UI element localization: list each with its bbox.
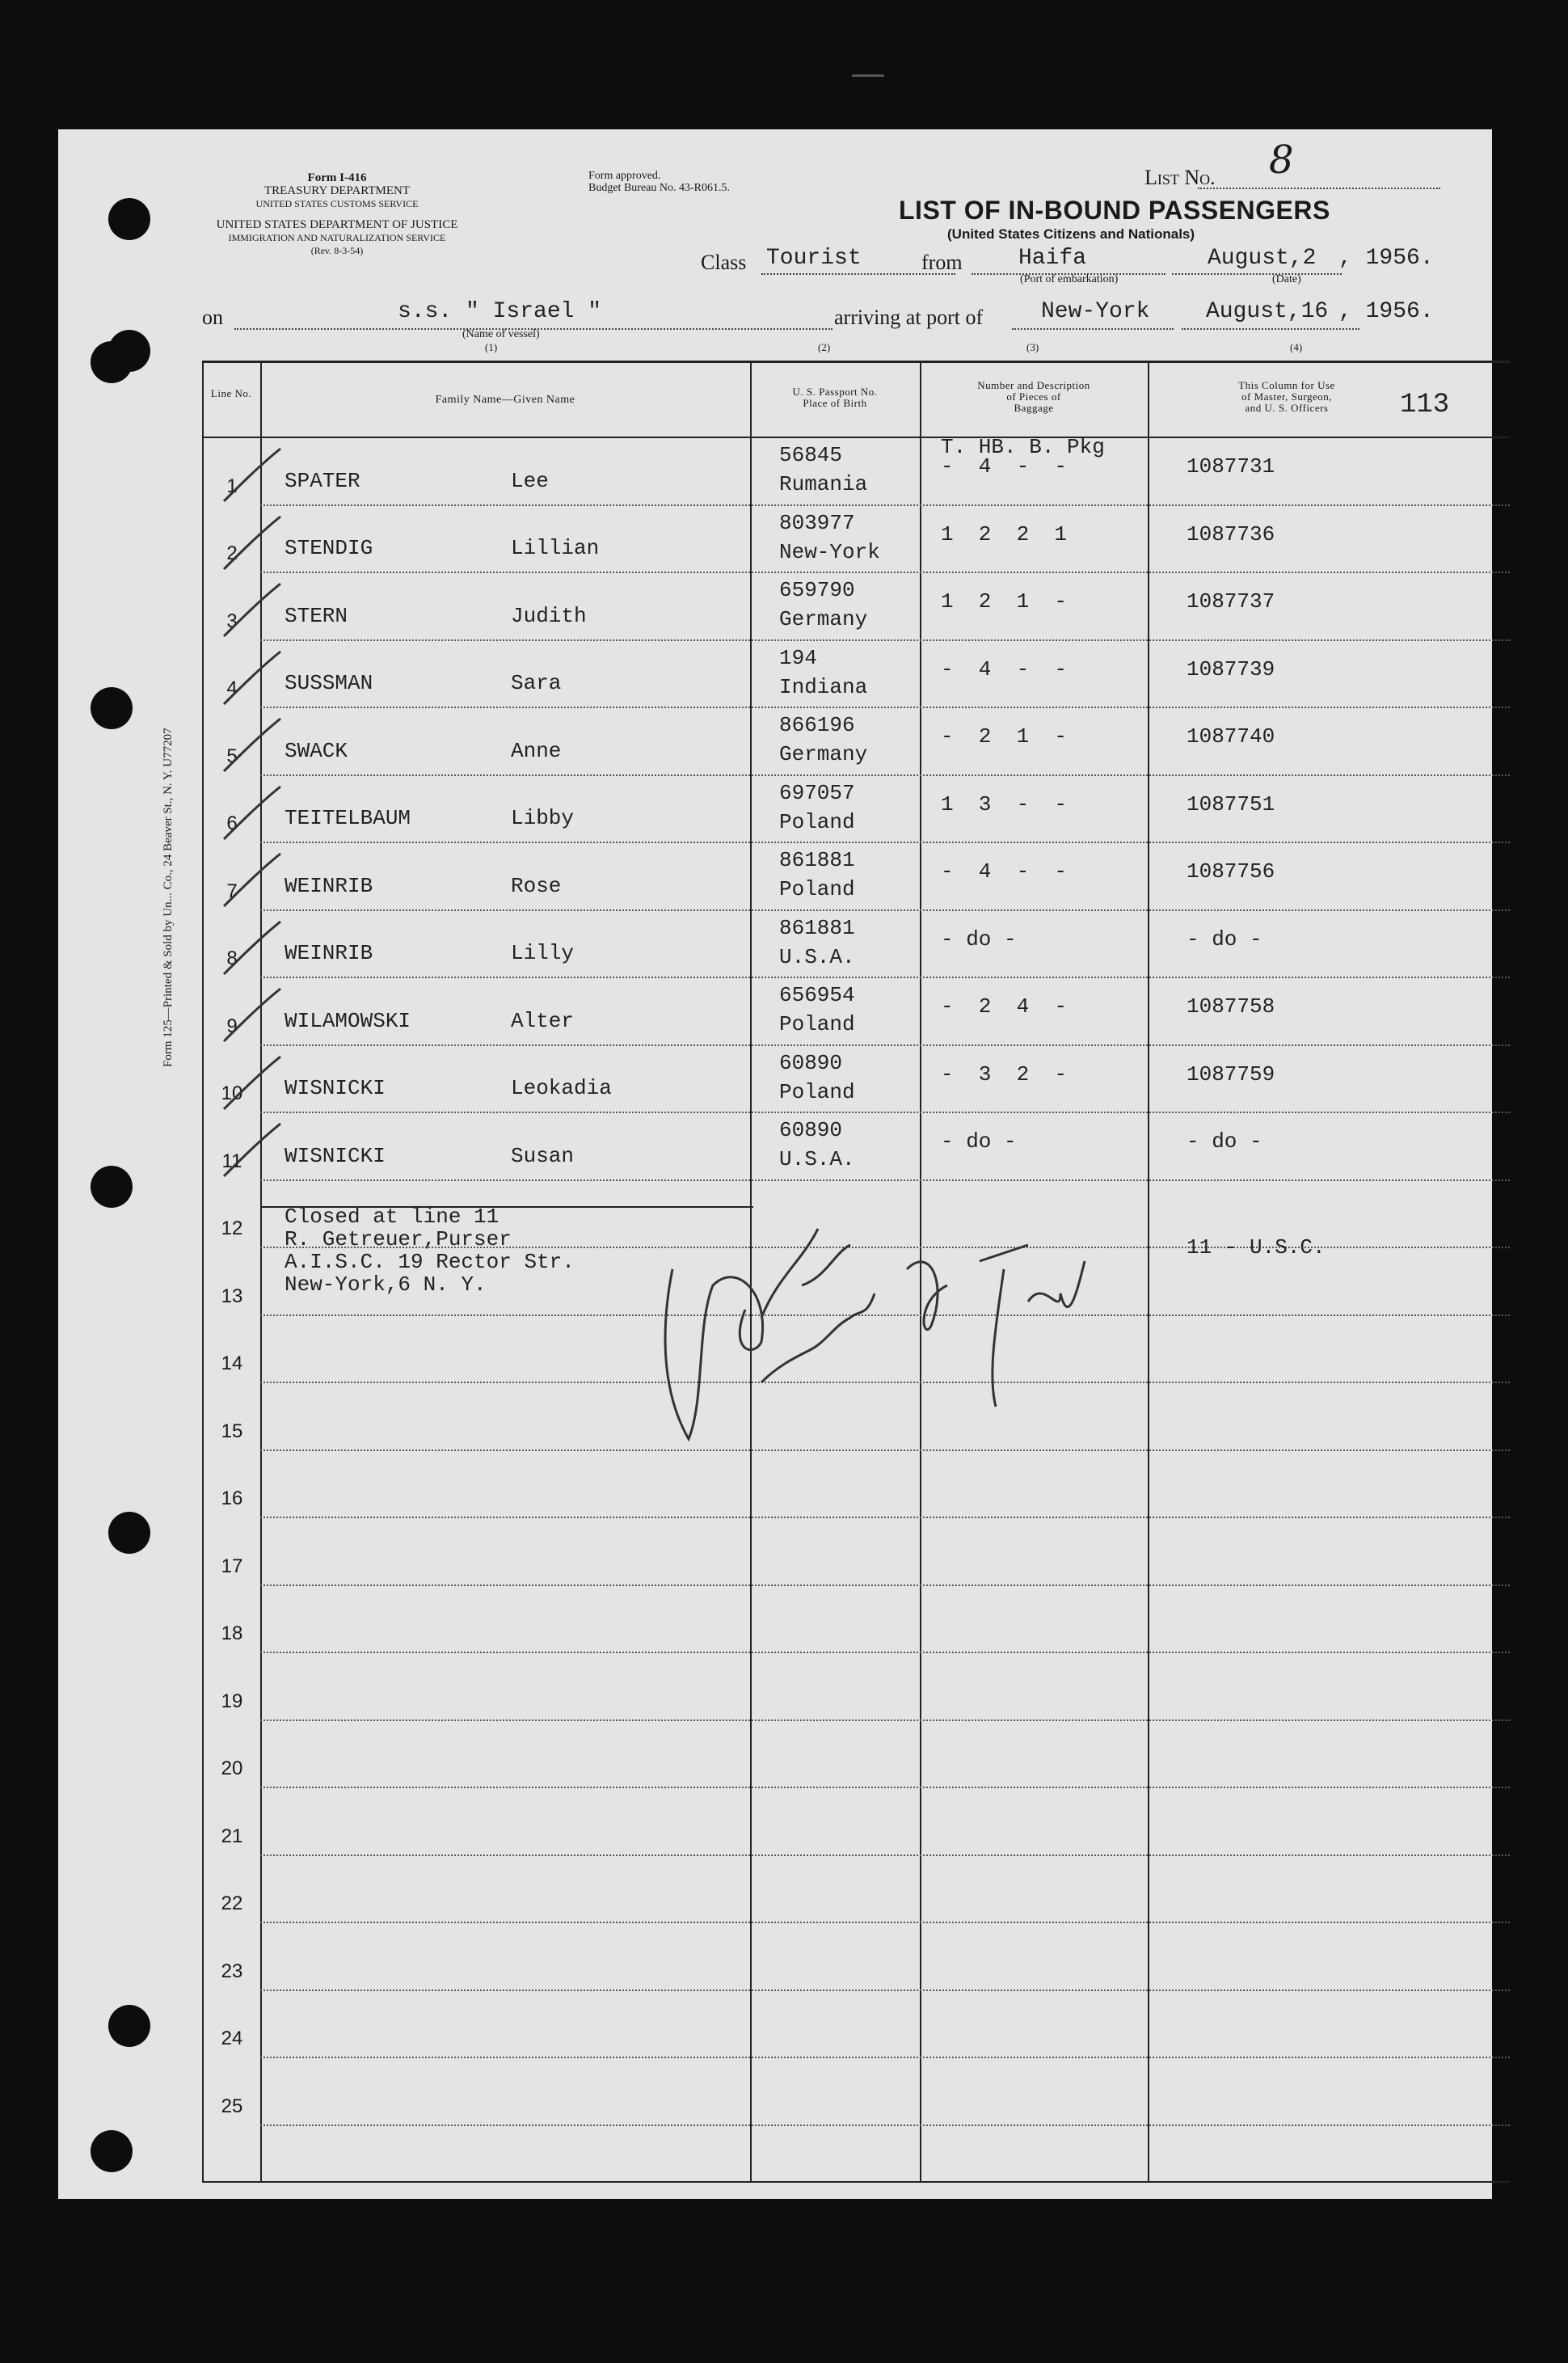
col-passport-no: U. S. Passport No. xyxy=(792,386,878,398)
row-divider xyxy=(260,1990,1510,1991)
place-of-birth: Poland xyxy=(779,1012,855,1036)
port-of-embarkation: Haifa xyxy=(1018,246,1087,271)
punch-hole xyxy=(91,687,133,729)
row-divider xyxy=(260,639,1510,641)
form-revision: (Rev. 8-3-54) xyxy=(310,245,364,256)
place-of-birth: Poland xyxy=(779,1079,855,1104)
given-name: Lilly xyxy=(511,941,575,965)
passenger-list-form xyxy=(58,129,1492,2199)
check-mark xyxy=(216,513,289,585)
table-bottom-border xyxy=(202,2181,1510,2183)
col-baggage-l3: Baggage xyxy=(1014,402,1054,414)
place-of-birth: New-York xyxy=(779,539,880,564)
check-mark xyxy=(216,850,289,922)
given-name: Sara xyxy=(511,671,562,695)
place-of-birth: Poland xyxy=(779,877,855,901)
list-no-line xyxy=(1198,188,1440,189)
family-name: TEITELBAUM xyxy=(285,806,411,830)
given-name: Alter xyxy=(511,1008,575,1033)
family-name: WILAMOWSKI xyxy=(285,1008,411,1033)
given-name: Judith xyxy=(511,603,587,628)
col-baggage-l1: Number and Description xyxy=(977,379,1090,391)
baggage-count: 1 2 2 1 xyxy=(941,521,1068,546)
family-name: WEINRIB xyxy=(285,873,373,898)
family-name: SPATER xyxy=(285,468,360,493)
passport-number: 60890 xyxy=(779,1050,843,1075)
line-number: 12 xyxy=(221,1217,243,1239)
col-baggage xyxy=(920,380,1148,414)
row-divider xyxy=(260,572,1510,573)
officer-number: 1087756 xyxy=(1187,859,1275,884)
from-label: from xyxy=(921,251,963,274)
form-number: Form I-416 xyxy=(307,171,367,184)
line-number: 5 xyxy=(226,745,238,767)
passport-number: 861881 xyxy=(779,915,855,940)
departure-year: , 1956. xyxy=(1338,246,1434,271)
officer-number: 1087751 xyxy=(1187,791,1275,817)
place-of-birth: Germany xyxy=(779,607,868,631)
family-name: WEINRIB xyxy=(285,941,373,965)
family-name: STENDIG xyxy=(285,536,373,560)
baggage-count: - do - xyxy=(941,926,1017,952)
line-number: 10 xyxy=(221,1082,243,1104)
line-number: 13 xyxy=(221,1285,243,1307)
officer-number: 1087731 xyxy=(1187,454,1275,479)
date-line xyxy=(1172,273,1342,275)
port-caption: (Port of embarkation) xyxy=(1020,273,1119,285)
justice-dept: UNITED STATES DEPARTMENT OF JUSTICE xyxy=(216,218,458,231)
form-approval xyxy=(588,170,730,194)
line-number: 19 xyxy=(221,1690,243,1712)
baggage-count: - 3 2 - xyxy=(941,1061,1068,1087)
class-value: Tourist xyxy=(766,246,862,271)
line-number: 18 xyxy=(221,1622,243,1644)
baggage-type-header: T. HB. B. Pkg xyxy=(941,435,1105,459)
col-officers-l2: of Master, Surgeon, xyxy=(1241,390,1332,403)
officer-number: 1087759 xyxy=(1187,1061,1275,1087)
arrival-port-line xyxy=(1012,328,1174,330)
punch-hole xyxy=(108,330,150,372)
baggage-count: - 2 4 - xyxy=(941,994,1068,1019)
page-stamp-number: 113 xyxy=(1400,390,1450,420)
check-mark xyxy=(216,783,289,855)
check-mark xyxy=(216,985,289,1057)
officer-number: 1087736 xyxy=(1187,521,1275,546)
check-mark xyxy=(216,445,289,517)
passport-number: 194 xyxy=(779,645,817,670)
row-divider xyxy=(260,504,1510,506)
row-divider xyxy=(260,1584,1510,1586)
col-officers-l1: This Column for Use xyxy=(1238,379,1335,391)
line-number: 21 xyxy=(221,1825,243,1847)
arrival-year: , 1956. xyxy=(1338,299,1434,324)
arrival-port: New-York xyxy=(1041,299,1150,324)
line-number: 23 xyxy=(221,1960,243,1982)
family-name: SWACK xyxy=(285,738,348,763)
check-mark xyxy=(216,918,289,990)
line-number: 3 xyxy=(226,610,238,632)
col-officers xyxy=(1174,380,1400,414)
passport-number: 656954 xyxy=(779,983,855,1007)
passport-number: 866196 xyxy=(779,713,855,737)
line-number: 11 xyxy=(221,1150,242,1172)
printer-imprint: Form 125—Printed & Sold by Un... Co., 24 Beaver St., N. Y. U77207 xyxy=(162,728,175,1067)
check-mark xyxy=(216,715,289,787)
col-officers-l3: and U. S. Officers xyxy=(1245,402,1329,414)
check-mark xyxy=(216,648,289,720)
line-number: 14 xyxy=(221,1352,243,1374)
passport-number: 861881 xyxy=(779,848,855,872)
given-name: Leokadia xyxy=(511,1076,612,1100)
passport-number: 60890 xyxy=(779,1118,843,1142)
caption-2: (2) xyxy=(818,341,831,353)
punch-hole xyxy=(108,1512,150,1554)
row-divider xyxy=(260,1517,1510,1518)
closing-line-2: R. Getreuer,Purser xyxy=(285,1227,512,1251)
given-name: Lee xyxy=(511,468,549,493)
line-number: 7 xyxy=(226,880,238,902)
ins-service: IMMIGRATION AND NATURALIZATION SERVICE xyxy=(228,232,446,243)
list-no-value: 8 xyxy=(1269,137,1294,183)
arrival-date: August,16 xyxy=(1206,299,1329,324)
on-label: on xyxy=(202,306,223,329)
closing-line-1: Closed at line 11 xyxy=(285,1205,499,1229)
given-name: Anne xyxy=(511,738,562,763)
vessel-caption-num: (1) xyxy=(485,341,498,353)
check-mark xyxy=(216,1053,289,1125)
punch-hole xyxy=(108,2005,150,2047)
place-of-birth: Poland xyxy=(779,809,855,834)
given-name: Rose xyxy=(511,873,562,898)
caption-3: (3) xyxy=(1026,341,1039,353)
officer-number: 1087758 xyxy=(1187,994,1275,1019)
row-divider xyxy=(260,774,1510,776)
place-of-birth: U.S.A. xyxy=(779,1147,855,1171)
punch-hole xyxy=(108,198,150,240)
family-name: SUSSMAN xyxy=(285,671,373,695)
line-number: 25 xyxy=(221,2095,243,2117)
row-divider xyxy=(260,1179,1510,1181)
vessel-caption: (Name of vessel) xyxy=(462,328,540,340)
row-divider xyxy=(260,1922,1510,1923)
line-number: 24 xyxy=(221,2028,243,2049)
passport-number: 697057 xyxy=(779,780,855,805)
passport-number: 803977 xyxy=(779,510,855,535)
agency-block xyxy=(200,171,474,257)
col-baggage-l2: of Pieces of xyxy=(1006,390,1061,403)
treasury-dept: TREASURY DEPARTMENT xyxy=(263,184,411,197)
family-name: WISNICKI xyxy=(285,1143,386,1168)
date-caption: (Date) xyxy=(1272,273,1301,285)
baggage-count: - 4 - - xyxy=(941,859,1068,884)
line-number: 17 xyxy=(221,1555,243,1577)
baggage-count: 1 3 - - xyxy=(941,791,1068,817)
row-divider xyxy=(260,2125,1510,2126)
table-left-border xyxy=(202,361,204,2183)
col-line-no: Line No. xyxy=(210,387,252,399)
row-divider xyxy=(260,977,1510,978)
departure-date: August,2 xyxy=(1208,246,1317,271)
page-title: LIST OF IN-BOUND PASSENGERS xyxy=(899,196,1330,225)
place-of-birth: U.S.A. xyxy=(779,944,855,969)
arriving-label: arriving at port of xyxy=(834,306,984,329)
line-number: 2 xyxy=(226,542,238,564)
officer-number: 1087737 xyxy=(1187,589,1275,614)
row-divider xyxy=(260,1720,1510,1721)
col-place-of-birth: Place of Birth xyxy=(803,397,867,409)
row-divider xyxy=(260,1112,1510,1113)
punch-hole xyxy=(91,2130,133,2172)
line-number: 1 xyxy=(226,475,238,497)
row-divider xyxy=(260,909,1510,911)
line-number: 15 xyxy=(221,1420,243,1442)
row-divider xyxy=(260,1652,1510,1653)
col-passport xyxy=(750,386,920,409)
officer-number: 1087739 xyxy=(1187,656,1275,681)
row-divider xyxy=(260,707,1510,708)
family-name: WISNICKI xyxy=(285,1076,386,1100)
officer-number: - do - xyxy=(1187,1129,1262,1154)
col-family-name: Family Name—Given Name xyxy=(435,394,575,406)
row-divider xyxy=(260,2057,1510,2058)
line-number: 22 xyxy=(221,1893,243,1914)
baggage-count: - do - xyxy=(941,1129,1017,1154)
given-name: Susan xyxy=(511,1143,575,1168)
line-number: 16 xyxy=(221,1487,243,1509)
line-number: 8 xyxy=(226,947,238,969)
passport-number: 659790 xyxy=(779,578,855,602)
bureau-line: Budget Bureau No. 43-R061.5. xyxy=(588,182,730,194)
table-header-border xyxy=(202,437,1510,438)
arrival-date-line xyxy=(1182,328,1359,330)
customs-signature xyxy=(640,1196,1093,1455)
baggage-count: - 4 - - xyxy=(941,656,1068,681)
officer-total: 11 - U.S.C. xyxy=(1187,1235,1326,1260)
family-name: STERN xyxy=(285,603,348,628)
closing-line-4: New-York,6 N. Y. xyxy=(285,1272,487,1297)
check-mark xyxy=(216,1120,289,1192)
line-number: 6 xyxy=(226,812,238,834)
closing-line-3: A.I.S.C. 19 Rector Str. xyxy=(285,1250,575,1274)
row-divider xyxy=(260,1044,1510,1046)
baggage-count: 1 2 1 - xyxy=(941,589,1068,614)
customs-service: UNITED STATES CUSTOMS SERVICE xyxy=(255,198,419,209)
officer-number: - do - xyxy=(1187,926,1262,952)
row-divider xyxy=(260,842,1510,843)
punch-hole xyxy=(91,1166,133,1208)
baggage-count: - 2 1 - xyxy=(941,724,1068,749)
passport-number: 56845 xyxy=(779,443,843,467)
row-divider xyxy=(260,1787,1510,1788)
approved-line: Form approved. xyxy=(588,170,661,182)
baggage-count: - 4 - - xyxy=(941,454,1068,479)
vessel-name: s.s. " Israel " xyxy=(398,299,602,324)
given-name: Lillian xyxy=(511,536,600,560)
check-mark xyxy=(216,580,289,652)
top-edge-mark xyxy=(852,74,884,77)
class-label: Class xyxy=(701,251,747,274)
line-number: 20 xyxy=(221,1757,243,1779)
caption-4: (4) xyxy=(1290,341,1303,353)
list-no-label: List No. xyxy=(1144,166,1216,189)
row-divider xyxy=(260,1855,1510,1856)
given-name: Libby xyxy=(511,806,575,830)
table-top-border xyxy=(202,361,1510,363)
page-subtitle: (United States Citizens and Nationals) xyxy=(947,226,1195,242)
line-number: 9 xyxy=(226,1015,238,1037)
place-of-birth: Germany xyxy=(779,742,868,766)
officer-number: 1087740 xyxy=(1187,724,1275,749)
line-number: 4 xyxy=(226,677,238,699)
place-of-birth: Indiana xyxy=(779,674,868,699)
baggage-col-divider xyxy=(1148,361,1149,2183)
place-of-birth: Rumania xyxy=(779,472,868,496)
